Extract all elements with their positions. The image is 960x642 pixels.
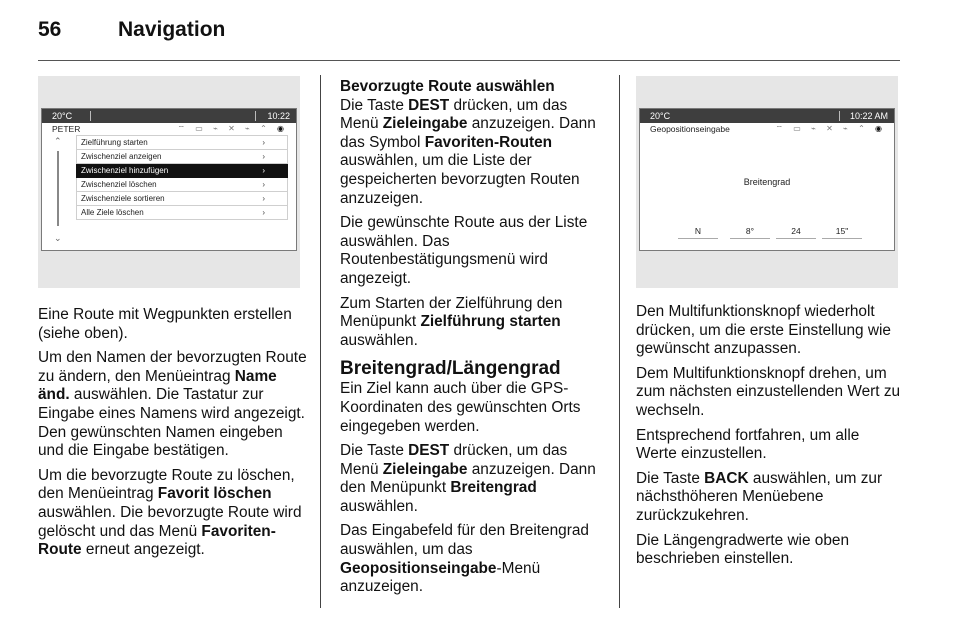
paragraph [340, 295, 606, 351]
menu-item[interactable] [76, 192, 288, 206]
column-3 [636, 303, 902, 575]
menu-item[interactable] [76, 164, 288, 178]
menu-term: Zielführung starten [420, 313, 561, 331]
text: Eine Route mit Wegpunkten erstellen (siehe oben). [38, 306, 292, 342]
text: anzuzeigen. Dann das Symbol [340, 115, 596, 151]
source-icon: ◉ [875, 124, 886, 133]
status-bar [42, 109, 296, 123]
coordinate-field[interactable] [822, 226, 862, 236]
chevron-right-icon: › [262, 166, 265, 175]
text: Die Taste [636, 469, 705, 487]
paragraph [38, 349, 308, 461]
scroll-up-icon: ⌃ [54, 136, 62, 146]
paragraph [636, 303, 902, 359]
status-separator [839, 111, 840, 121]
field-underline [730, 238, 770, 239]
chevron-right-icon: › [262, 194, 265, 203]
screen-title: PETER [52, 124, 81, 134]
menu-term: Zieleingabe [382, 460, 468, 478]
field-underline [822, 238, 862, 239]
screenshot-geoposition-entry [636, 76, 898, 288]
display-screen [41, 108, 297, 251]
section-heading: Breitengrad/Längengrad [340, 358, 561, 380]
menu-term: Favoriten-Route [38, 522, 276, 559]
text: Um die bevorzugte Route zu löschen, den Menüeintrag [38, 466, 295, 503]
page-number: 56 [38, 18, 62, 41]
sub-heading: Bevorzugte Route auswählen [340, 78, 555, 95]
coordinate-value: 24 [791, 226, 801, 236]
text: drücken, um das Menü [340, 442, 568, 478]
text: auswählen. [340, 497, 418, 515]
coordinate-heading: Breitengrad [743, 177, 791, 187]
chevron-right-icon: › [262, 180, 265, 189]
menu-item-label: Zwischenziel hinzufügen [81, 166, 169, 175]
paragraph [340, 214, 606, 288]
text: Dem Multifunktionsknopf drehen, um zum nächsten einzustellenden Wert zu wechseln. [636, 364, 901, 419]
text: Zum Starten der Zielführung den Menüpunkt [340, 294, 563, 331]
screen-title: Geopositionseingabe [650, 124, 730, 134]
text: drücken, um das Menü [340, 96, 568, 133]
text: Ein Ziel kann auch über die GPS-Koordinaten des gewünschten Orts eingegeben werden. [340, 380, 581, 435]
chevron-right-icon: › [262, 138, 265, 147]
paragraph [636, 470, 902, 526]
paragraph [636, 427, 902, 464]
field-underline [776, 238, 816, 239]
menu-item-label: Zwischenziele sortieren [81, 194, 165, 203]
scroll-down-icon: ⌄ [54, 233, 62, 243]
page-title: Navigation [118, 18, 226, 41]
coordinate-field[interactable] [776, 226, 816, 236]
coordinate-value: 15" [835, 226, 849, 236]
status-icons [776, 124, 886, 134]
temperature-readout: 20°C [650, 111, 671, 121]
menu-item-label: Zwischenziel anzeigen [81, 152, 162, 161]
coordinate-value: 8° [745, 226, 755, 236]
text: Um den Namen der bevorzugten Route zu ändern, den Menüeintrag [38, 349, 307, 385]
text: auswählen. [340, 331, 418, 349]
text: erneut angezeigt. [81, 541, 205, 559]
text: auswählen, um zur nächsthöheren Menüebene zurückzukehren. [636, 469, 883, 524]
menu-term: Favorit löschen [157, 485, 272, 503]
paragraph [340, 442, 606, 516]
clock-readout: 10:22 [267, 111, 290, 121]
temperature-readout: 20°C [52, 111, 73, 121]
text: auswählen. Die Tastatur zur Eingabe eines Namens wird angezeigt. Den gewünschten Namen eingeben und die Eingabe bestätigen. [38, 386, 305, 460]
text: Die Längengradwerte wie oben beschrieben einstellen. [636, 531, 850, 568]
coordinate-field[interactable] [730, 226, 770, 236]
paragraph [636, 532, 902, 569]
key-term: DEST [408, 442, 450, 460]
key-term: BACK [704, 469, 749, 487]
coordinate-field[interactable] [678, 226, 718, 236]
header-rule [38, 60, 900, 61]
chevron-right-icon: › [262, 208, 265, 217]
display-screen [639, 108, 895, 251]
scrollbar-track [57, 151, 59, 226]
clock-readout: 10:22 AM [849, 111, 888, 121]
column-divider-2 [619, 75, 620, 608]
column-divider-1 [320, 75, 321, 608]
menu-term: Breitengrad [450, 479, 537, 497]
paragraph [340, 522, 606, 596]
text: Die Taste [340, 442, 409, 460]
paragraph [340, 380, 606, 436]
text: auswählen. Die bevorzugte Route wird gelöscht und das Menü [38, 503, 302, 540]
menu-item-label: Zielführung starten [81, 138, 148, 147]
menu-item[interactable] [76, 135, 288, 150]
menu-item-label: Zwischenziel löschen [81, 180, 157, 189]
source-icon: ◉ [277, 124, 288, 133]
chevron-right-icon: › [262, 152, 265, 161]
menu-item[interactable] [76, 178, 288, 192]
text: Die Taste [340, 96, 409, 114]
status-icons [178, 124, 288, 134]
connectivity-icons: ⌔ ▭ ⌁ ✕ ⌁ ⌃ [775, 124, 869, 133]
text: Das Eingabefeld für den Breitengrad auswählen, um das [340, 522, 589, 559]
text: anzuzeigen. Dann den Menüpunkt [340, 460, 596, 497]
status-separator [90, 111, 91, 121]
coordinate-value: N [694, 226, 702, 236]
menu-term: Zieleingabe [382, 115, 468, 133]
text: Den Multifunktionsknopf wiederholt drücken, um die erste Einstellung wie gewünscht anzupassen. [636, 303, 891, 358]
menu-item[interactable] [76, 206, 288, 220]
status-bar [640, 109, 894, 123]
connectivity-icons: ⌔ ▭ ⌁ ✕ ⌁ ⌃ [177, 124, 271, 133]
text: -Menü anzuzeigen. [340, 559, 541, 596]
text: Die gewünschte Route aus der Liste auswählen. Das Routenbestätigungsmenü wird angezeigt. [340, 214, 588, 287]
field-underline [678, 238, 718, 239]
text: Entsprechend fortfahren, um alle Werte einzustellen. [636, 426, 860, 463]
waypoint-menu-list [76, 135, 288, 220]
column-1 [38, 306, 308, 566]
paragraph [38, 306, 308, 343]
menu-item[interactable] [76, 150, 288, 164]
menu-item-label: Alle Ziele löschen [81, 208, 144, 217]
text: auswählen, um die Liste der gespeicherten bevorzugten Routen anzuzeigen. [340, 152, 580, 207]
screenshot-waypoint-menu [38, 76, 300, 288]
column-2 [340, 78, 606, 603]
paragraph [340, 97, 606, 209]
menu-term: Name änd. [38, 367, 277, 404]
paragraph [636, 365, 902, 421]
paragraph [38, 467, 308, 560]
menu-term: Geopositionseingabe [340, 559, 497, 577]
key-term: DEST [408, 96, 450, 114]
menu-term: Favoriten-Routen [424, 133, 553, 151]
status-separator [255, 111, 256, 121]
